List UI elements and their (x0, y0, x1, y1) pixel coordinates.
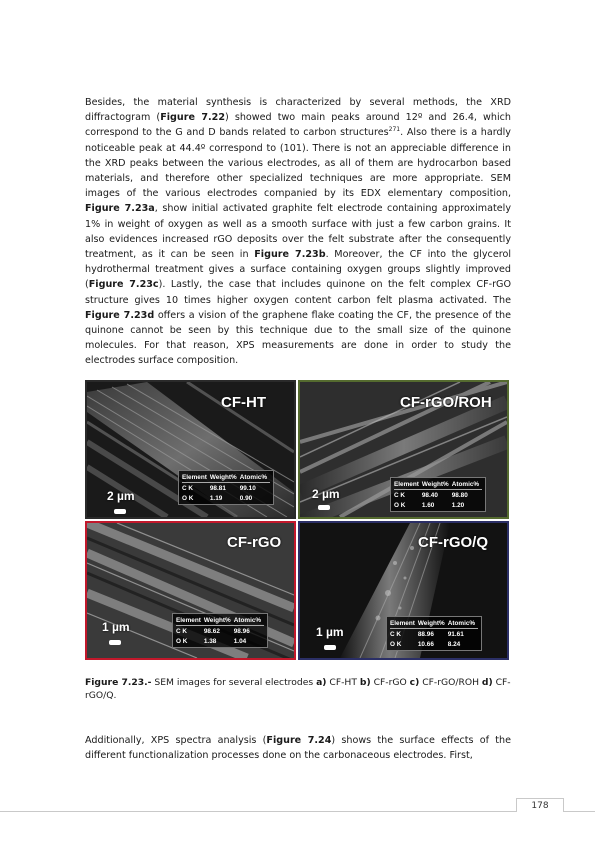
sem-panel-cf-rgo-roh (298, 380, 509, 519)
scale-bar (114, 509, 126, 514)
scale-bar (318, 505, 330, 510)
sem-panel-cf-ht (85, 380, 296, 519)
sem-panel-cf-rgo (85, 521, 296, 660)
scale-label: 1 µm (102, 620, 130, 634)
footer-rule (0, 811, 595, 812)
figure-reference: Figure 7.23d (85, 309, 155, 321)
sem-panel-cf-rgo-q (298, 521, 509, 660)
body-paragraph: Additionally, XPS spectra analysis (Figure 7.24) shows the surface effects of the different functionalization processes done on the carbonaceous electrodes. First, (85, 735, 511, 762)
scale-bar (109, 640, 121, 645)
edx-table: Element Weight% Atomic% C K 88.96 91.61 O K 10.66 8.24 (386, 616, 482, 651)
panel-title: CF-rGO/ROH (400, 394, 492, 411)
citation-superscript: 271 (388, 126, 401, 134)
figure-reference: Figure 7.23c (88, 279, 159, 291)
body-paragraph: Besides, the material synthesis is characterized by several methods, the XRD diffractogram (Figure 7.22) showed two main peaks around 12º and 26.4, which correspond to the G and D bands related to carbon structures$^{271}$. Also there is a hardly noticeable peak at 44.4º correspond to (101). There is not an appreciable difference in the XRD peaks between the various electrodes, as all of them are hydrocarbon based materials, and therefore other specialized techniques are more appropriate. SEM images of the various electrodes companied by its EDX elementary composition, Figure 7.23a, show initial activated graphite felt electrode containing approximately 1% in weight of oxygen as well as a smooth surface with just a few carbon grains. It also evidences increased rGO deposits over the felt substrate after the consequently treatment, as it can be seen in Figure 7.23b. Moreover, the CF into the glycerol hydrothermal treatment gives a surface containing oxygen groups slightly improved (Figure 7.23c). Lastly, the case that includes quinone on the felt complex CF-rGO structure gives 10 times higher oxygen content carbon felt plasma activated. The Figure 7.23d offers a vision of the graphene flake coating the CF, the presence of the quinone cannot be seen by this technique due to the small size of the quinone molecules. For that reason, XPS measurements are done in order to study the electrodes surface composition. (85, 97, 512, 367)
figure-reference: Figure 7.23a (85, 203, 155, 215)
scale-bar (324, 645, 336, 650)
panel-title: CF-rGO/Q (418, 534, 488, 551)
edx-table: Element Weight% Atomic% C K 98.81 99.10 O K 1.19 0.90 (178, 470, 274, 505)
edx-table: Element Weight% Atomic% C K 98.62 98.96 O K 1.38 1.04 (172, 613, 268, 648)
figure-caption: Figure 7.23.- SEM images for several electrodes a) CF-HT b) CF-rGO c) CF-rGO/ROH d) CF-rGO/Q. (85, 677, 511, 701)
figure-reference: Figure 7.23b (254, 249, 326, 261)
figure-reference: Figure 7.24 (266, 735, 332, 746)
caption-label: Figure 7.23.- (85, 677, 152, 688)
panel-title: CF-HT (221, 394, 266, 411)
sem-figure (85, 380, 511, 662)
page-number: 178 (516, 798, 564, 812)
scale-label: 2 µm (107, 489, 135, 503)
scale-label: 2 µm (312, 487, 340, 501)
edx-table: Element Weight% Atomic% C K 98.40 98.80 O K 1.60 1.20 (390, 477, 486, 512)
figure-reference: Figure 7.22 (160, 112, 226, 124)
panel-title: CF-rGO (227, 534, 282, 551)
scale-label: 1 µm (316, 625, 344, 639)
